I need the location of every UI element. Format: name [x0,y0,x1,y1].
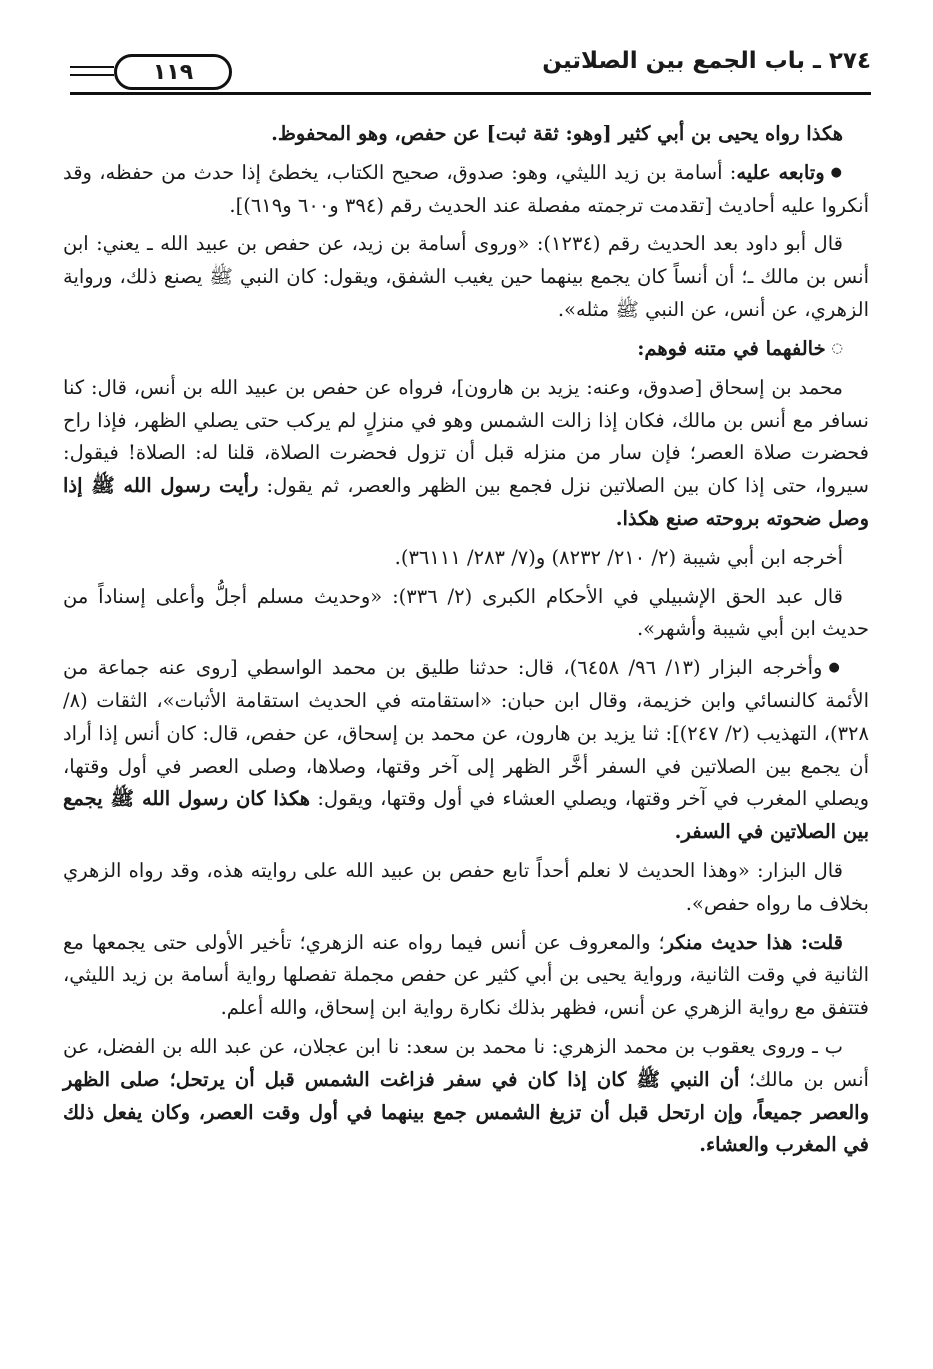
circle-bullet-icon: ◌ [831,340,843,356]
paragraph-8-text: وأخرجه البزار (١٣/ ٩٦/ ٦٤٥٨)، قال: حدثنا طليق بن محمد الواسطي [روى عنه جماعة من الأئمة كالنسائي وابن خزيمة، وقال ابن حبان: «استقامته في الحديث استقامة الأثبات»، الثقات (٨/ ٣٢٨)، التهذيب (٢/ ٢٤٧)]: ثنا يزيد بن هارون، عن محمد بن إسحاق، عن حفص، قال: كان أنس إذا أراد أن يجمع بين الصلاتين في السفر أخَّر الظهر إلى آخر وقتها، وصلاها، وصلى العصر في أول وقتها، ويصلي المغرب في آخر وقتها، ويصلي العشاء في أول وقتها، ويقول: [63,656,870,811]
page-number-ornament-line [70,74,114,76]
paragraph-10-lead: قلت: هذا حديث منكر [664,930,843,954]
paragraph-2 [63,157,869,223]
paragraph-5-bold: رأيت رسول الله ﷺ إذا وصل ضحوته بروحته صنع هكذا. [63,474,869,530]
page-header [70,44,871,100]
paragraph-3: قال أبو داود بعد الحديث رقم (١٢٣٤): «وروى أسامة بن زيد، عن حفص بن عبيد الله ـ يعني: ابن أنس بن مالك ـ؛ أن أنساً كان يجمع بينهما حين يغيب الشفق، ويقول: كان النبي ﷺ يصنع ذلك، ورواية الزهري، عن أنس، عن النبي ﷺ مثله». [63,232,869,322]
bullet-icon: ● [828,660,843,676]
paragraph-8 [63,652,869,849]
paragraph-9: قال البزار: «وهذا الحديث لا نعلم أحداً تابع حفص بن عبيد الله على روايته هذه، وقد رواه الزهري بخلاف ما رواه حفص». [63,859,869,915]
paragraph-11 [63,1031,869,1162]
paragraph-2-lead: وتابعه عليه [736,160,825,184]
paragraph-1: هكذا رواه يحيى بن أبي كثير [وهو: ثقة ثبت] عن حفص، وهو المحفوظ. [271,122,843,145]
page-number-ornament-line [70,66,114,68]
paragraph-5-text: محمد بن إسحاق [صدوق، وعنه: يزيد بن هارون]، فرواه عن حفص بن عبيد الله بن أنس، قال: كنا نسافر مع أنس بن مالك، فكان إذا زالت الشمس وهو في منزلٍ لم يركب حتى يصلي الظهر، فإذا راح فحضرت صلاة العصر؛ فإن سار من منزله قبل أن تزول فحضرت الصلاة، قلنا له: الصلاة! فيقول: سيروا، حتى إذا كان بين الصلاتين نزل فجمع بين الظهر والعصر، ثم يقول: [63,375,869,498]
bullet-icon: ● [830,164,844,180]
page-number: ١١٩ [152,59,194,85]
header-rule [70,92,871,95]
paragraph-10 [63,927,869,1025]
paragraph-11-bold: أن النبي ﷺ كان إذا كان في سفر فزاغت الشمس قبل أن يرتحل؛ صلى الظهر والعصر جميعاً، وإن ارتحل قبل أن تزيغ الشمس جمع بينهما في أول وقت العصر، وكان يفعل ذلك في المغرب والعشاء. [63,1067,869,1157]
paragraph-6: أخرجه ابن أبي شيبة (٢/ ٢١٠/ ٨٢٣٢) و(٧/ ٢٨٣/ ٣٦١١١). [394,545,843,569]
paragraph-2-text: : أسامة بن زيد الليثي، وهو: صدوق، صحيح الكتاب، يخطئ إذا حدث من حفظه، وقد أنكروا عليه أحاديث [تقدمت ترجمته مفصلة عند الحديث رقم (٣٩٤ و٦٠٠ و٦١٩)]. [63,160,869,217]
page-number-badge [114,54,232,90]
paragraph-8-bold: هكذا كان رسول الله ﷺ يجمع بين الصلاتين في السفر. [63,787,869,844]
paragraph-7: قال عبد الحق الإشبيلي في الأحكام الكبرى (٢/ ٣٣٦): «وحديث مسلم أجلُّ وأعلى إسناداً من حديث ابن أبي شيبة وأشهر». [63,584,869,641]
paragraph-11-text: ب ـ وروى يعقوب بن محمد الزهري: نا محمد بن سعد: نا ابن عجلان، عن عبد الله بن الفضل، عن أنس بن مالك؛ [63,1035,869,1091]
main-text [63,118,869,1168]
paragraph-4 [63,333,869,366]
paragraph-5 [63,372,869,536]
paragraph-10-text: ؛ والمعروف عن أنس فيما رواه عنه الزهري؛ تأخير الأولى حتى يجمعها مع الثانية في وقت الثانية، ورواية يحيى بن أبي كثير عن حفص مجملة تفصلها رواية أسامة بن زيد الليثي، فتتفق مع رواية الزهري عن أنس، فظهر بذلك نكارة رواية ابن إسحاق، والله أعلم. [63,930,869,1020]
paragraph-4-text: خالفهما في متنه فوهم: [637,336,826,360]
chapter-title: ٢٧٤ ـ باب الجمع بين الصلاتين [542,48,871,74]
